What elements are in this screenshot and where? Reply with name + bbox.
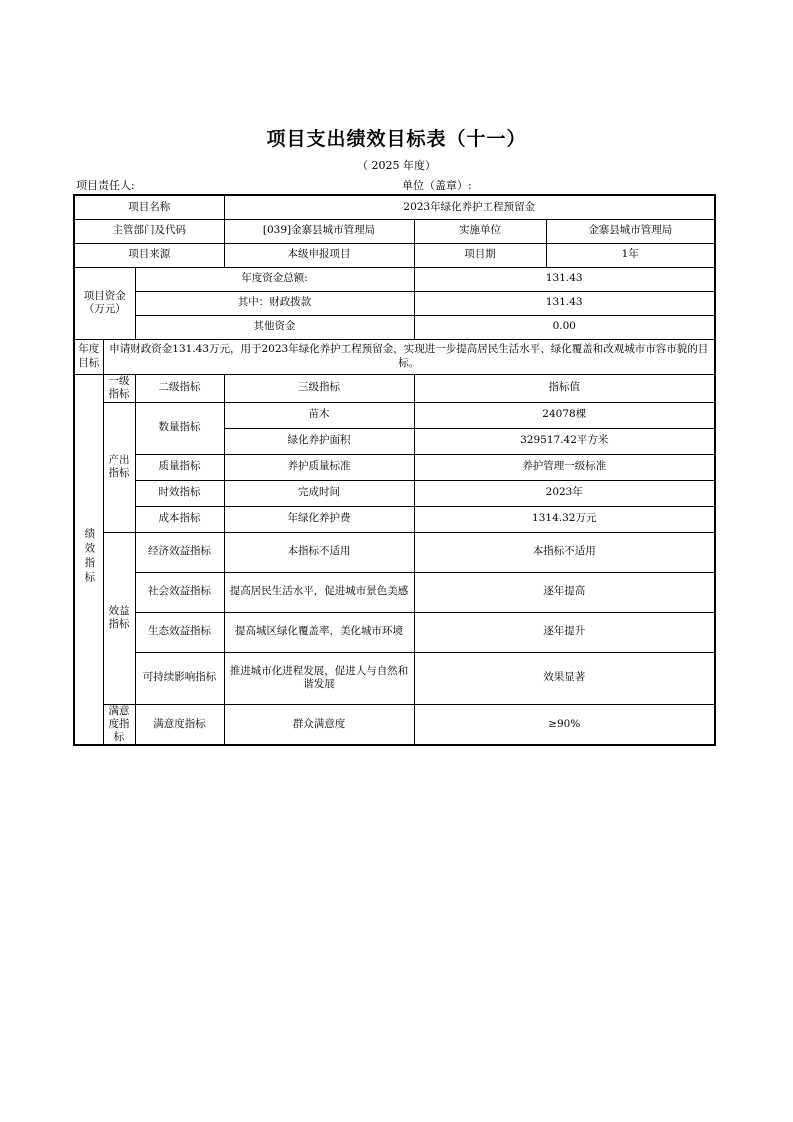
- fiscal-funds-label: 其中：财政拨款: [135, 291, 414, 315]
- q1-value: 24078棵: [414, 402, 715, 428]
- benefit-label: [103, 532, 135, 704]
- annual-goal-label-line1: 年度: [78, 343, 100, 356]
- source-value: 本级申报项目: [224, 243, 414, 267]
- q2-name: 绿化养护面积: [224, 428, 414, 454]
- page-title: 项目支出绩效目标表（十一）: [266, 128, 527, 150]
- fiscal-funds-value: 131.43: [414, 291, 715, 315]
- total-funds-value: 131.43: [414, 267, 715, 291]
- annual-goal-label: [74, 339, 103, 374]
- level1-header: [103, 374, 135, 402]
- econ-name: 本指标不适用: [224, 532, 414, 572]
- output-label: [103, 402, 135, 532]
- q1-name: 苗木: [224, 402, 414, 428]
- project-name-value: 2023年绿化养护工程预留金: [224, 195, 715, 219]
- social-label: 社会效益指标: [135, 572, 224, 612]
- level1-header-line1: 一级: [108, 374, 130, 387]
- sustain-value: 效果显著: [414, 652, 715, 704]
- time-label: 时效指标: [135, 480, 224, 506]
- impl-unit-label: 实施单位: [414, 219, 546, 243]
- funds-label: [74, 267, 135, 339]
- sustain-name: 推进城市化进程发展，促进人与自然和谐发展: [224, 652, 414, 704]
- quality-name: 养护质量标准: [224, 454, 414, 480]
- annual-goal-label-line2: 目标: [78, 356, 100, 369]
- impl-unit-value: 金寨县城市管理局: [546, 219, 715, 243]
- quantity-label: 数量指标: [135, 402, 224, 454]
- output-label-line2: 指标: [108, 467, 130, 479]
- funds-label-line1: 项目资金: [83, 289, 126, 302]
- cost-value: 1314.32万元: [414, 506, 715, 532]
- other-funds-value: 0.00: [414, 315, 715, 339]
- performance-target-table: [73, 194, 716, 746]
- level3-header: 三级指标: [224, 374, 414, 402]
- econ-value: 本指标不适用: [414, 532, 715, 572]
- year-line: （ 2025 年度）: [357, 159, 436, 172]
- perf-indicator-label-text: 绩效指标: [83, 528, 96, 587]
- period-label: 项目期: [414, 243, 546, 267]
- social-value: 逐年提高: [414, 572, 715, 612]
- time-name: 完成时间: [224, 480, 414, 506]
- other-funds-label: 其他资金: [135, 315, 414, 339]
- perf-indicator-label: [74, 374, 103, 745]
- output-label-line1: 产出: [108, 453, 130, 466]
- responsible-label: 项目责任人:: [76, 179, 135, 192]
- dept-label: 主管部门及代码: [74, 219, 224, 243]
- quality-label: 质量指标: [135, 454, 224, 480]
- eco-value: 逐年提升: [414, 612, 715, 652]
- satisfaction-label: 满意度指标: [103, 704, 135, 745]
- satisfaction-level2: 满意度指标: [135, 704, 224, 745]
- eco-name: 提高城区绿化覆盖率，美化城市环境: [224, 612, 414, 652]
- dept-value: [039]金寨县城市管理局: [224, 219, 414, 243]
- level1-header-line2: 指标: [108, 388, 130, 400]
- satisfaction-value: ≥90%: [414, 704, 715, 745]
- quality-value: 养护管理一级标准: [414, 454, 715, 480]
- period-value: 1年: [546, 243, 715, 267]
- source-label: 项目来源: [74, 243, 224, 267]
- cost-name: 年绿化养护费: [224, 506, 414, 532]
- level2-header: 二级指标: [135, 374, 224, 402]
- funds-label-line2: （万元）: [83, 303, 126, 315]
- sustain-label: 可持续影响指标: [135, 652, 224, 704]
- project-name-label: 项目名称: [74, 195, 224, 219]
- unit-label: 单位（盖章）:: [402, 179, 472, 192]
- satisfaction-name: 群众满意度: [224, 704, 414, 745]
- benefit-label-line1: 效益: [108, 604, 130, 617]
- value-header: 指标值: [414, 374, 715, 402]
- time-value: 2023年: [414, 480, 715, 506]
- benefit-label-line2: 指标: [108, 618, 130, 630]
- social-name: 提高居民生活水平，促进城市景色美感: [224, 572, 414, 612]
- total-funds-label: 年度资金总额:: [135, 267, 414, 291]
- cost-label: 成本指标: [135, 506, 224, 532]
- annual-goal-text: 申请财政资金131.43万元，用于2023年绿化养护工程预留金，实现进一步提高居民生活水平、绿化覆盖和改观城市市容市貌的目标。: [103, 339, 715, 374]
- q2-value: 329517.42平方米: [414, 428, 715, 454]
- econ-label: 经济效益指标: [135, 532, 224, 572]
- eco-label: 生态效益指标: [135, 612, 224, 652]
